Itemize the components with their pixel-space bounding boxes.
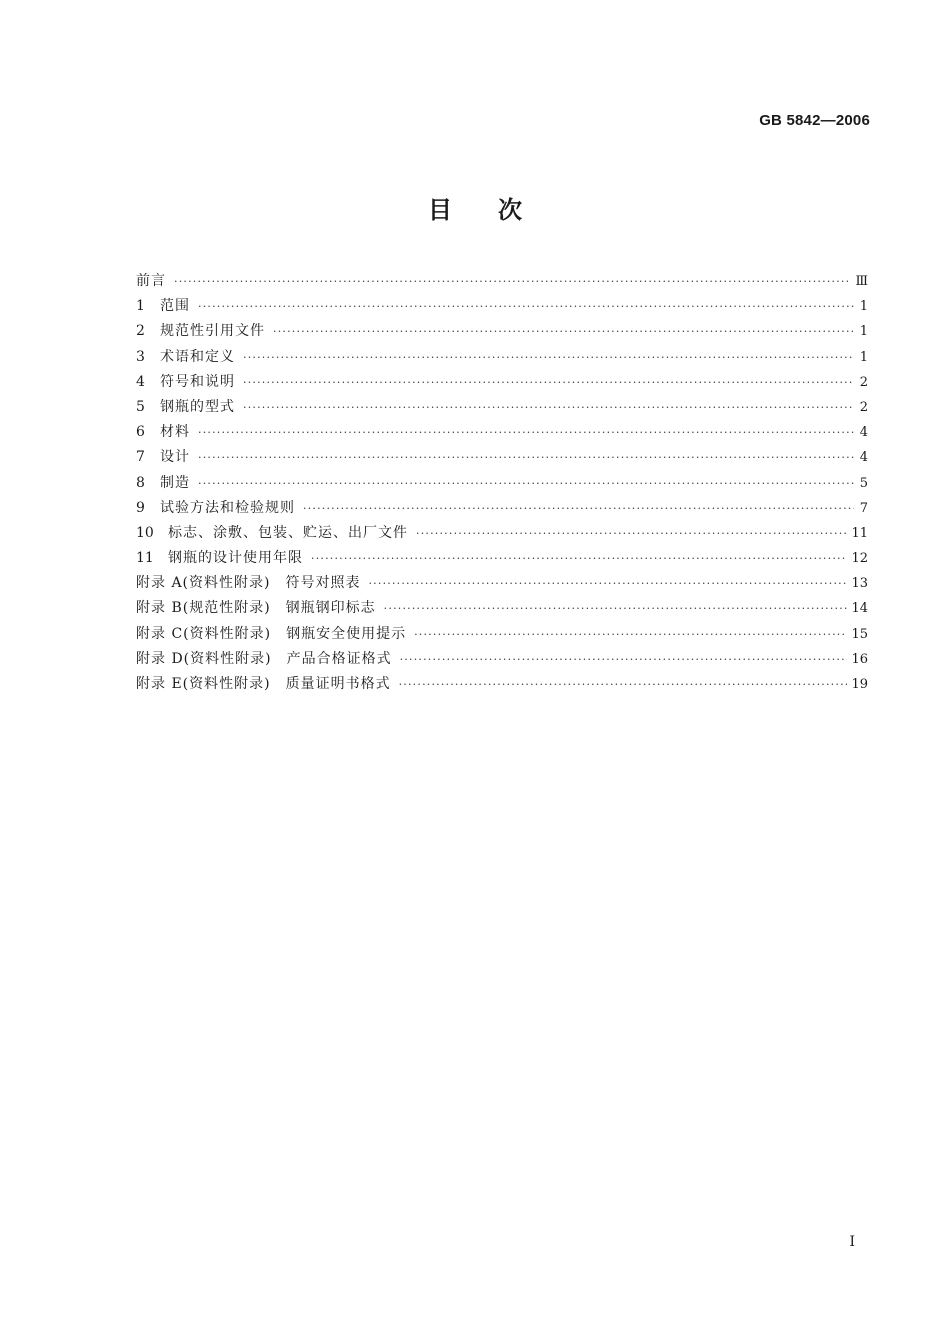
dot-leader — [174, 275, 851, 288]
toc-entry-text: 符号和说明 — [160, 373, 235, 390]
toc-entry-text: 前言 — [136, 273, 166, 289]
toc-entry-4[interactable] — [136, 371, 868, 396]
toc-entry-page: 1 — [859, 324, 868, 340]
toc-entry-page: 1 — [859, 299, 868, 315]
dot-leader — [198, 451, 854, 464]
dot-leader — [198, 426, 854, 439]
toc-entry-number: 9 — [136, 499, 145, 516]
toc-entry-page: 2 — [859, 374, 868, 390]
toc-entry-number: 10 — [136, 524, 154, 541]
toc-entry-appendix-b[interactable] — [136, 597, 868, 622]
document-code: GB 5842—2006 — [759, 112, 870, 129]
toc-entry-page: 7 — [859, 500, 868, 516]
page-number: Ⅰ — [849, 1234, 855, 1250]
toc-entry-text: 标志、涂敷、包装、贮运、出厂文件 — [168, 524, 408, 541]
toc-entry-text: 试验方法和检验规则 — [160, 499, 295, 516]
toc-entry-text: 范围 — [160, 298, 190, 315]
table-of-contents — [136, 270, 868, 698]
toc-entry-11[interactable] — [136, 547, 868, 572]
dot-leader — [414, 628, 847, 641]
toc-entry-text: 规范性引用文件 — [160, 323, 265, 340]
toc-entry-page: 2 — [859, 399, 868, 415]
toc-entry-appendix-d[interactable] — [136, 648, 868, 673]
dot-leader — [198, 300, 854, 313]
toc-entry-text: 术语和定义 — [160, 348, 235, 365]
toc-entry-6[interactable] — [136, 421, 868, 446]
toc-entry-page: 5 — [859, 475, 868, 491]
toc-entry-5[interactable] — [136, 396, 868, 421]
dot-leader — [384, 602, 848, 615]
toc-entry-number: 11 — [136, 550, 154, 567]
toc-entry-page: 1 — [859, 349, 868, 365]
dot-leader — [273, 325, 854, 338]
dot-leader — [243, 401, 854, 414]
toc-entry-number: 1 — [136, 298, 145, 315]
toc-entry-number: 4 — [136, 373, 145, 390]
toc-entry-text: 附录 D(资料性附录) 产品合格证格式 — [136, 650, 392, 667]
toc-entry-9[interactable] — [136, 497, 868, 522]
dot-leader — [311, 552, 847, 565]
toc-entry-8[interactable] — [136, 472, 868, 497]
toc-entry-page: Ⅲ — [855, 274, 868, 289]
dot-leader — [416, 527, 847, 540]
dot-leader — [368, 577, 847, 590]
toc-entry-text: 钢瓶的型式 — [160, 398, 235, 415]
toc-entry-number: 7 — [136, 449, 145, 466]
toc-entry-page: 12 — [851, 551, 868, 567]
dot-leader — [198, 477, 854, 490]
toc-entry-10[interactable] — [136, 522, 868, 547]
toc-entry-page: 15 — [851, 626, 868, 642]
toc-entry-text: 附录 E(资料性附录) 质量证明书格式 — [136, 676, 391, 692]
toc-entry-text: 附录 A(资料性附录) 符号对照表 — [136, 575, 361, 592]
toc-entry-text: 设计 — [160, 449, 190, 466]
toc-title: 目次 — [428, 196, 568, 224]
toc-entry-number: 2 — [136, 323, 145, 340]
dot-leader — [303, 502, 854, 515]
toc-entry-3[interactable] — [136, 346, 868, 371]
toc-entry-text: 钢瓶的设计使用年限 — [168, 550, 303, 567]
toc-entry-page: 19 — [851, 677, 868, 692]
toc-entry-appendix-a[interactable] — [136, 572, 868, 597]
dot-leader — [399, 678, 848, 691]
toc-entry-number: 8 — [136, 474, 145, 491]
toc-entry-1[interactable] — [136, 295, 868, 320]
toc-entry-7[interactable] — [136, 446, 868, 471]
toc-entry-text: 制造 — [160, 474, 190, 491]
dot-leader — [400, 653, 848, 666]
toc-entry-number: 6 — [136, 424, 145, 441]
toc-entry-page: 4 — [859, 425, 868, 441]
toc-entry-page: 16 — [851, 651, 868, 667]
dot-leader — [243, 351, 854, 364]
toc-entry-appendix-c[interactable] — [136, 623, 868, 648]
toc-entry-preface[interactable] — [136, 270, 868, 295]
toc-entry-text: 附录 C(资料性附录) 钢瓶安全使用提示 — [136, 625, 407, 642]
toc-entry-text: 附录 B(规范性附录) 钢瓶钢印标志 — [136, 600, 376, 617]
toc-entry-number: 5 — [136, 398, 145, 415]
toc-entry-appendix-e[interactable] — [136, 673, 868, 698]
toc-entry-page: 4 — [859, 450, 868, 466]
toc-entry-page: 11 — [851, 525, 868, 541]
toc-entry-text: 材料 — [160, 424, 190, 441]
toc-entry-page: 14 — [851, 601, 868, 617]
toc-entry-page: 13 — [851, 576, 868, 592]
toc-entry-number: 3 — [136, 348, 145, 365]
dot-leader — [243, 376, 854, 389]
toc-entry-2[interactable] — [136, 320, 868, 345]
